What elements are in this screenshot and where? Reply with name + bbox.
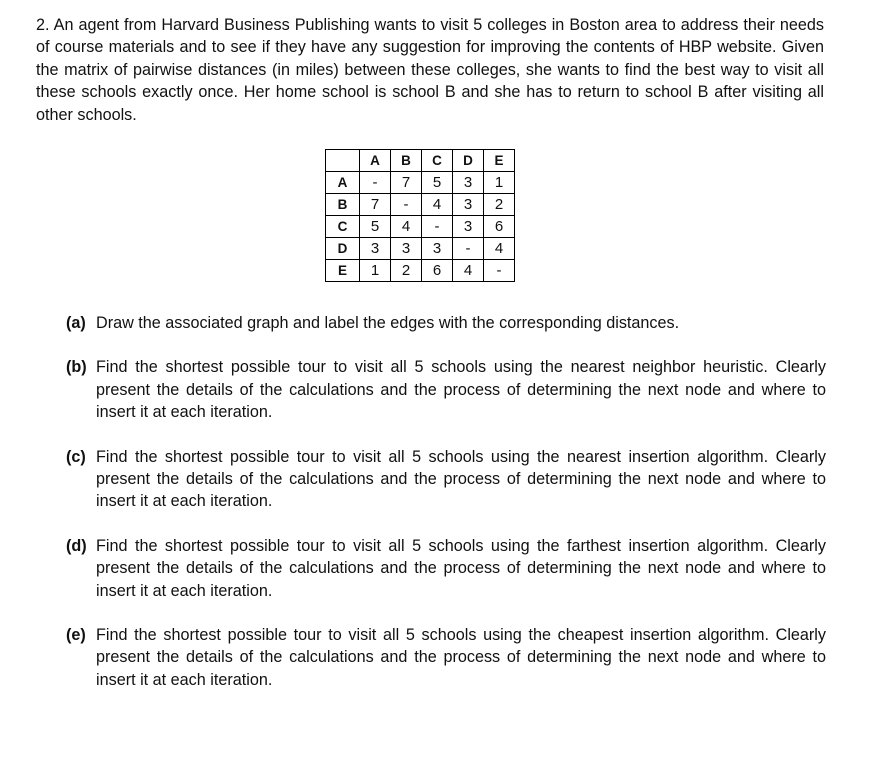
question-part-c — [66, 446, 826, 513]
part-text: Find the shortest possible tour to visit all 5 schools using the farthest insertion algorithm. Clearly present the details of the calculations and the process of determining the next node and where to insert it at each iteration. — [96, 536, 826, 600]
matrix-cell: 7 — [360, 194, 391, 216]
question-part-b — [66, 356, 826, 423]
matrix-column-header: C — [422, 150, 453, 172]
matrix-row — [326, 216, 515, 238]
matrix-column-header: D — [453, 150, 484, 172]
matrix-column-header: E — [484, 150, 515, 172]
matrix-row-header: D — [326, 238, 360, 260]
matrix-row — [326, 260, 515, 282]
part-text: Find the shortest possible tour to visit all 5 schools using the nearest insertion algorithm. Clearly present the details of the calculations and the process of determining the next node and where to insert it at each iteration. — [96, 447, 826, 511]
question-part-e — [66, 624, 826, 691]
matrix-header-row — [326, 150, 515, 172]
matrix-cell: - — [453, 238, 484, 260]
matrix-row-header: C — [326, 216, 360, 238]
part-letter: (b) — [66, 358, 87, 377]
matrix-cell: 3 — [453, 216, 484, 238]
part-letter: (a) — [66, 314, 86, 332]
matrix-cell: 6 — [484, 216, 515, 238]
matrix-cell: 3 — [360, 238, 391, 260]
matrix-column-header: A — [360, 150, 391, 172]
matrix-cell: 2 — [391, 260, 422, 282]
matrix-cell: - — [422, 216, 453, 238]
matrix-cell: - — [360, 172, 391, 194]
matrix-row-header: B — [326, 194, 360, 216]
matrix-column-header: B — [391, 150, 422, 172]
question-part-a — [66, 312, 826, 334]
part-text: Find the shortest possible tour to visit all 5 schools using the cheapest insertion algorithm. Clearly present the details of the calculations and the process of determining the next node and where to insert it at each iteration. — [96, 626, 826, 689]
matrix-cell: 4 — [484, 238, 515, 260]
matrix-cell: - — [391, 194, 422, 216]
matrix-row — [326, 194, 515, 216]
matrix-cell: 5 — [360, 216, 391, 238]
matrix-corner-cell — [326, 150, 360, 172]
question-intro: 2. An agent from Harvard Business Publishing wants to visit 5 colleges in Boston area to address their needs of course materials and to see if they have any suggestion for improving the contents of HBP website. Given the matrix of pairwise distances (in miles) between these colleges, she wants to find the best way to visit all these schools exactly once. Her home school is school B and she has to return to school B after visiting all other schools. — [36, 16, 824, 124]
matrix-cell: 3 — [391, 238, 422, 260]
matrix-cell: 7 — [391, 172, 422, 194]
distance-matrix — [325, 149, 515, 282]
question-part-d — [66, 535, 826, 602]
matrix-cell: 5 — [422, 172, 453, 194]
matrix-cell: 4 — [391, 216, 422, 238]
part-text: Draw the associated graph and label the edges with the corresponding distances. — [96, 314, 680, 332]
matrix-cell: 3 — [453, 194, 484, 216]
matrix-cell: 6 — [422, 260, 453, 282]
matrix-cell: - — [484, 260, 515, 282]
matrix-cell: 1 — [360, 260, 391, 282]
matrix-row-header: E — [326, 260, 360, 282]
matrix-row — [326, 172, 515, 194]
matrix-cell: 4 — [453, 260, 484, 282]
matrix-cell: 4 — [422, 194, 453, 216]
matrix-cell: 3 — [422, 238, 453, 260]
part-letter: (c) — [66, 447, 86, 466]
question-parts-list — [66, 312, 826, 713]
matrix-cell: 2 — [484, 194, 515, 216]
part-letter: (e) — [66, 626, 86, 645]
matrix-cell: 3 — [453, 172, 484, 194]
matrix-cell: 1 — [484, 172, 515, 194]
part-letter: (d) — [66, 536, 87, 555]
matrix-row — [326, 238, 515, 260]
part-text: Find the shortest possible tour to visit all 5 schools using the nearest neighbor heuristic. Clearly present the details of the calculations and the process of determining the next node and where to insert it at each iteration. — [96, 358, 826, 422]
matrix-row-header: A — [326, 172, 360, 194]
